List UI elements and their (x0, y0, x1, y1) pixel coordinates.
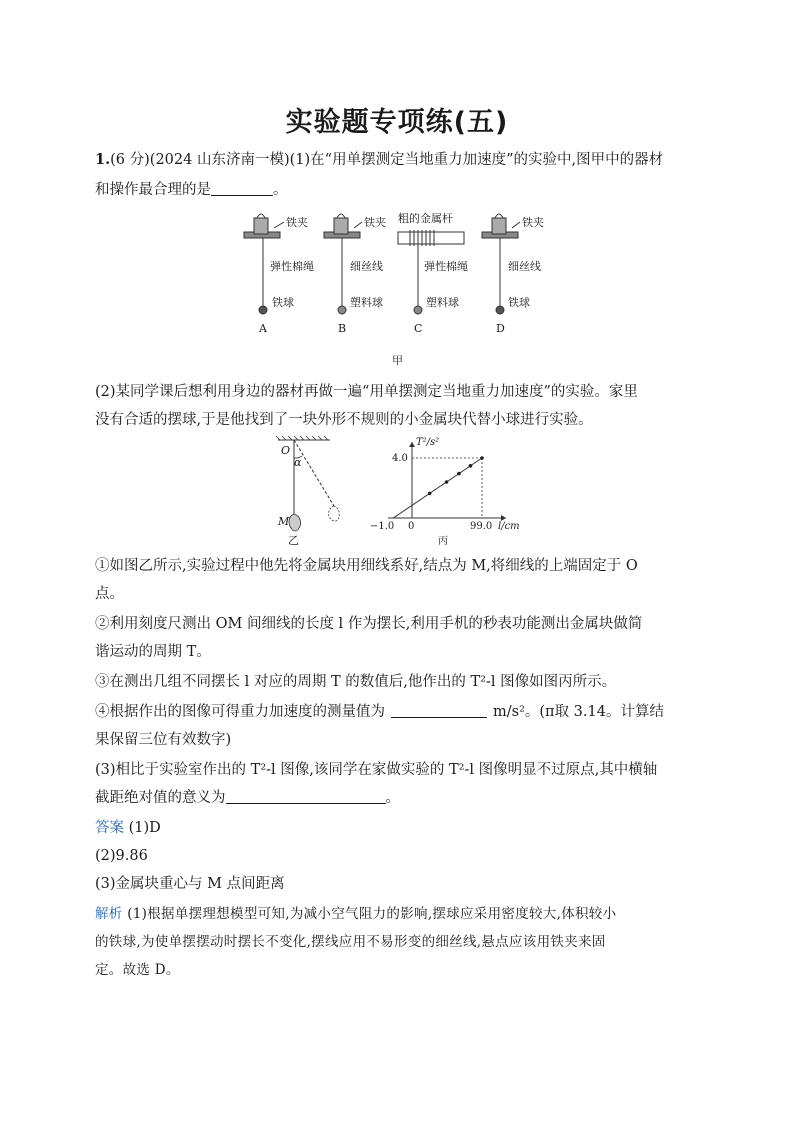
label-silk-b: 细丝线 (350, 260, 383, 273)
q1-number: 1. (95, 151, 111, 168)
chart-x-tick-end: 99.0 (470, 521, 493, 532)
step2-line-2: 谐运动的周期 T。 (95, 644, 211, 660)
chart-point-3 (469, 464, 473, 468)
chart-fit-line (393, 458, 482, 518)
option-a-label: A (259, 322, 267, 335)
option-d-label: D (496, 322, 505, 335)
chart-point-0 (428, 492, 432, 496)
chart-ylabel: T²/s² (416, 437, 440, 448)
chart-y-tick-4: 4.0 (392, 453, 408, 464)
part3-text: 截距绝对值的意义为 (95, 790, 226, 806)
step4-line-1 (95, 702, 715, 722)
chart-point-1 (445, 480, 449, 484)
step2-line-1: ②利用刻度尺测出 OM 间细线的长度 l 作为摆长,利用手机的秒表功能测出金属块做简 (95, 616, 643, 632)
step3-line: ③在测出几组不同摆长 l 对应的周期 T 的数值后,他作出的 T²-l 图像如图丙所示。 (95, 674, 617, 690)
q1-part1-end: 。 (273, 182, 288, 198)
label-silk-d: 细丝线 (508, 260, 541, 273)
q1-part2-line-1: (2)某同学课后想利用身边的器材再做一遍“用单摆测定当地重力加速度”的实验。家里 (95, 384, 638, 400)
figure-yi-caption: 乙 (288, 534, 299, 547)
chart-point-4 (480, 456, 484, 460)
q1-line-1 (95, 150, 715, 170)
answer-1: (1)D (124, 820, 161, 836)
chart-x-tick-neg: −1.0 (370, 521, 395, 532)
step4-text: ④根据作出的图像可得重力加速度的测量值为 (95, 704, 385, 720)
option-b-label: B (338, 322, 347, 335)
figure-bing-chart (364, 436, 534, 548)
label-plastic-b: 塑料球 (350, 296, 383, 309)
explain-line-1 (95, 904, 715, 924)
page-title: 实验题专项练(五) (285, 107, 509, 138)
figure-jia (238, 208, 568, 368)
part3-end: 。 (385, 790, 400, 806)
label-elastic-a: 弹性棉绳 (270, 260, 314, 273)
explain-label: 解析 (95, 906, 123, 922)
explain-line-3: 定。故选 D。 (95, 962, 180, 978)
explain-line-2: 的铁球,为使单摆摆动时摆长不变化,摆线应用不易形变的细丝线,悬点应该用铁夹来固 (95, 934, 606, 950)
part3-line-2 (95, 788, 715, 808)
answer-line-1 (95, 818, 715, 838)
label-rod-c: 粗的金属杆 (398, 212, 453, 225)
label-elastic-c: 弹性棉绳 (424, 260, 468, 273)
label-iron-a: 铁球 (272, 296, 294, 309)
q1-part1-a: (1)在“用单摆测定当地重力加速度”的实验中,图甲中的器材 (289, 152, 664, 168)
label-clamp-b: 铁夹 (364, 216, 386, 229)
explain-text-1: (1)根据单摆理想模型可知,为减小空气阻力的影响,摆球应采用密度较大,体积较小 (122, 906, 617, 922)
part3-line-1: (3)相比于实验室作出的 T²-l 图像,该同学在家做实验的 T²-l 图像明显不过原点,其中横轴 (95, 762, 658, 778)
answer-blank-2[interactable] (391, 703, 487, 718)
answer-label: 答案 (95, 820, 124, 836)
step1-line-2: 点。 (95, 586, 124, 602)
figure-bing-caption: 丙 (438, 536, 448, 547)
answer-2: (2)9.86 (95, 848, 148, 864)
label-clamp-d: 铁夹 (522, 216, 544, 229)
chart-point-2 (457, 472, 461, 476)
q1-line-2 (95, 180, 715, 200)
chart-x-tick-zero: 0 (408, 521, 415, 532)
step4-unit: m/s²。(π取 3.14。计算结 (493, 704, 664, 720)
figure-yi (272, 436, 362, 548)
label-m: M (278, 515, 290, 528)
q1-part2-line-2: 没有合适的摆球,于是他找到了一块外形不规则的小金属块代替小球进行实验。 (95, 412, 593, 428)
step1-line-1: ①如图乙所示,实验过程中他先将金属块用细线系好,结点为 M,将细线的上端固定于 O (95, 558, 638, 574)
q1-part1-b: 和操作最合理的是 (95, 182, 211, 198)
option-c-label: C (414, 322, 423, 335)
answer-blank-3[interactable] (226, 789, 386, 804)
label-o: O (281, 444, 291, 457)
answer-blank-1[interactable] (211, 181, 273, 196)
figure-jia-caption: 甲 (392, 354, 403, 367)
chart-y-arrow (409, 442, 415, 447)
step4-line-2: 果保留三位有效数字) (95, 732, 232, 748)
label-clamp-a: 铁夹 (286, 216, 308, 229)
label-plastic-c: 塑料球 (426, 296, 459, 309)
label-alpha: α (294, 456, 302, 469)
answer-3: (3)金属块重心与 M 点间距离 (95, 876, 285, 892)
chart-xlabel: l/cm (498, 521, 520, 532)
label-iron-d: 铁球 (508, 296, 530, 309)
q1-score: (6 分)(2024 山东济南一模) (110, 152, 290, 168)
